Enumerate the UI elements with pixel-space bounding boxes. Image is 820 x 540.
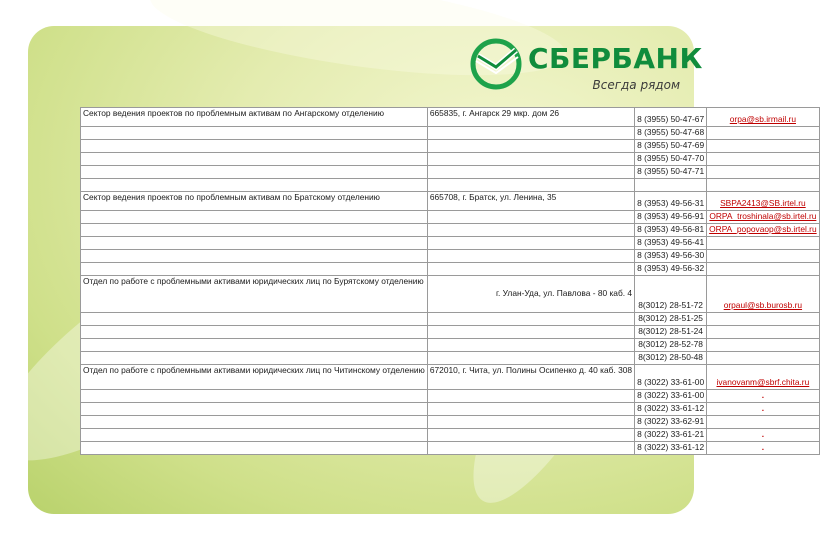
table-row bbox=[81, 442, 820, 455]
phone-cell: 8(3012) 28-52-78 bbox=[635, 339, 707, 352]
address-cell: 665708, г. Братск, ул. Ленина, 35 bbox=[427, 192, 634, 211]
phone-cell: 8 (3022) 33-61-12 bbox=[635, 442, 707, 455]
phone-cell: 8 (3022) 33-62-91 bbox=[635, 416, 707, 429]
department-cell: Сектор ведения проектов по проблемным активам по Братскому отделению bbox=[81, 192, 428, 211]
department-cell: Отдел по работе с проблемными активами юридических лиц по Читинскому отделению bbox=[81, 365, 428, 390]
phone-cell: 8(3012) 28-51-24 bbox=[635, 326, 707, 339]
phone-cell: 8 (3955) 50-47-71 bbox=[635, 166, 707, 179]
email-link[interactable]: SBPA2413@SB.irtel.ru bbox=[720, 198, 806, 208]
phone-cell: 8 (3022) 33-61-00 bbox=[635, 390, 707, 403]
table-row bbox=[81, 263, 820, 276]
email-link[interactable]: ORPA_popovaop@sb.irtel.ru bbox=[709, 224, 817, 234]
phone-cell: 8 (3953) 49-56-32 bbox=[635, 263, 707, 276]
address-cell: г. Улан-Уда, ул. Павлова - 80 каб. 4 bbox=[427, 276, 634, 313]
brand-slogan: Всегда рядом bbox=[592, 78, 680, 92]
email-placeholder: . bbox=[761, 403, 765, 413]
table-row bbox=[81, 140, 820, 153]
email-link[interactable]: orpaul@sb.burosb.ru bbox=[723, 300, 803, 310]
email-cell[interactable] bbox=[707, 276, 820, 313]
phone-cell: 8 (3955) 50-47-70 bbox=[635, 153, 707, 166]
sberbank-logo-icon bbox=[470, 38, 522, 90]
department-cell: Отдел по работе с проблемными активами юридических лиц по Бурятскому отделению bbox=[81, 276, 428, 313]
phone-cell: 8 (3953) 49-56-41 bbox=[635, 237, 707, 250]
email-link[interactable]: ivanovanm@sbrf.chita.ru bbox=[716, 377, 810, 387]
email-cell[interactable] bbox=[707, 192, 820, 211]
email-placeholder: . bbox=[761, 390, 765, 400]
email-cell[interactable] bbox=[707, 108, 820, 127]
phone-cell: 8 (3953) 49-56-91 bbox=[635, 211, 707, 224]
table-row bbox=[81, 390, 820, 403]
email-cell bbox=[707, 390, 820, 403]
email-link[interactable]: ORPA_troshinala@sb.irtel.ru bbox=[709, 211, 817, 221]
address-cell: 672010, г. Чита, ул. Полины Осипенко д. 40 каб. 308 bbox=[427, 365, 634, 390]
table-row bbox=[81, 313, 820, 326]
email-cell bbox=[707, 442, 820, 455]
phone-cell: 8 (3955) 50-47-68 bbox=[635, 127, 707, 140]
email-cell bbox=[707, 429, 820, 442]
email-cell[interactable] bbox=[707, 211, 820, 224]
table-row bbox=[81, 127, 820, 140]
table-row bbox=[81, 352, 820, 365]
department-cell: Сектор ведения проектов по проблемным активам по Ангарскому отделению bbox=[81, 108, 428, 127]
phone-cell: 8 (3022) 33-61-21 bbox=[635, 429, 707, 442]
table-row bbox=[81, 153, 820, 166]
phone-cell: 8 (3953) 49-56-31 bbox=[635, 192, 707, 211]
table-row bbox=[81, 237, 820, 250]
table-row bbox=[81, 416, 820, 429]
phone-cell: 8 (3022) 33-61-12 bbox=[635, 403, 707, 416]
email-placeholder: . bbox=[761, 442, 765, 452]
contacts-table bbox=[80, 107, 820, 455]
phone-cell: 8 (3022) 33-61-00 bbox=[635, 365, 707, 390]
address-cell: 665835, г. Ангарск 29 мкр. дом 26 bbox=[427, 108, 634, 127]
phone-cell: 8 (3955) 50-47-67 bbox=[635, 108, 707, 127]
email-placeholder: . bbox=[761, 429, 765, 439]
table-row bbox=[81, 179, 820, 192]
phone-cell: 8 (3953) 49-56-81 bbox=[635, 224, 707, 237]
email-link[interactable]: orpa@sb.irmail.ru bbox=[729, 114, 796, 124]
phone-cell: 8(3012) 28-51-25 bbox=[635, 313, 707, 326]
table-row bbox=[81, 211, 820, 224]
table-row bbox=[81, 339, 820, 352]
table-row bbox=[81, 403, 820, 416]
phone-cell: 8(3012) 28-51-72 bbox=[635, 276, 707, 313]
table-row bbox=[81, 224, 820, 237]
sberbank-logo bbox=[470, 38, 703, 96]
table-row bbox=[81, 429, 820, 442]
email-cell[interactable] bbox=[707, 224, 820, 237]
table-row bbox=[81, 326, 820, 339]
phone-cell: 8 (3953) 49-56-30 bbox=[635, 250, 707, 263]
table-row bbox=[81, 250, 820, 263]
email-cell bbox=[707, 403, 820, 416]
table-row bbox=[81, 166, 820, 179]
brand-name: СБЕРБАНК bbox=[528, 42, 703, 75]
phone-cell: 8(3012) 28-50-48 bbox=[635, 352, 707, 365]
email-cell[interactable] bbox=[707, 365, 820, 390]
phone-cell: 8 (3955) 50-47-69 bbox=[635, 140, 707, 153]
